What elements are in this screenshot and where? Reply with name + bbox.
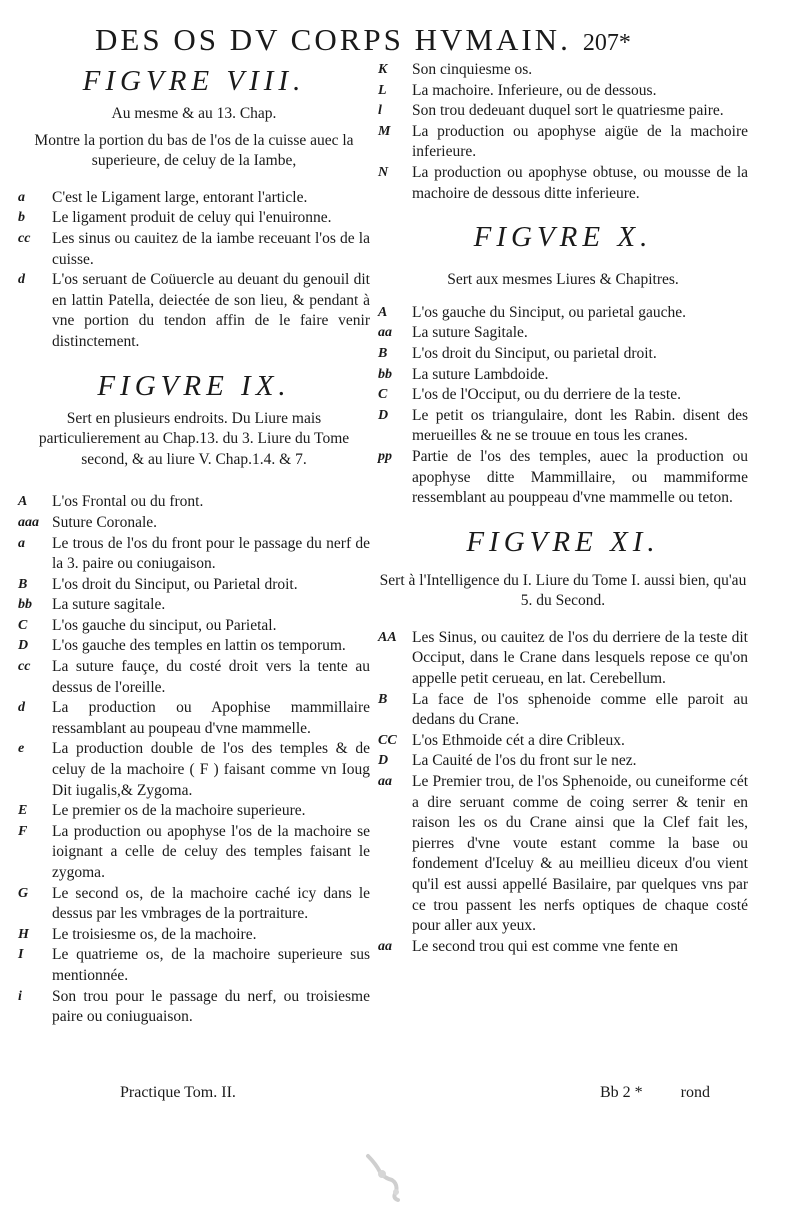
legend-key: e (18, 741, 25, 757)
legend-key: F (18, 823, 28, 839)
legend-entry (18, 208, 370, 229)
legend-entry (378, 772, 748, 937)
legend-text: Son trou pour le passage du nerf, ou troisiesme paire ou coniuguaison. (52, 987, 370, 1026)
footer-volume: Practique Tom. II. (120, 1084, 236, 1101)
legend-text: La suture sagitale. (52, 596, 166, 614)
legend-key: A (18, 494, 28, 510)
legend-text: La production ou Apophise mammillaire ressamblant au poupeau d'vne mammelle. (52, 699, 370, 737)
figure-ix-title: FIGVRE IX. (97, 369, 291, 402)
legend-text: Le premier os de la machoire superieure. (52, 802, 306, 820)
legend-key: G (18, 885, 29, 901)
legend-key: aa (378, 938, 392, 954)
right-column (378, 60, 748, 957)
legend-text: Le trous de l'os du front pour le passage du nerf de la 3. paire ou coniugaison. (52, 534, 370, 573)
legend-key: C (378, 387, 388, 403)
legend-entry (378, 122, 748, 163)
legend-text: Le ligament produit de celuy qui l'enuironne. (52, 209, 332, 227)
legend-key: L (378, 82, 387, 98)
figure-xi-legend (378, 628, 748, 958)
legend-text: La suture Sagitale. (412, 324, 528, 342)
legend-entry (378, 385, 748, 406)
legend-text: La suture fauçe, du costé droit vers la tente au dessus de l'oreille. (52, 658, 370, 696)
legend-text: L'os gauche du sinciput, ou Parietal. (52, 616, 277, 634)
legend-text: L'os seruant de Coüuercle au deuant du genouil dit en lattin Patella, deiectée de son lieu, & pendant à vne portion du tendon affin de le faire venir distinctement. (52, 271, 370, 350)
legend-entry (378, 303, 748, 324)
legend-key: K (378, 62, 388, 77)
legend-key: D (378, 753, 389, 769)
legend-entry (378, 163, 748, 204)
legend-entry (378, 447, 748, 509)
legend-text: L'os droit du Sinciput, ou Parietal droit. (52, 575, 298, 593)
legend-entry (378, 937, 748, 958)
legend-key: b (18, 210, 25, 226)
legend-entry (378, 751, 748, 772)
legend-text: Le troisiesme os, de la machoire. (52, 925, 257, 943)
legend-text: Les Sinus, ou cauitez de l'os du derriere de la teste dit Occiput, dans le Crane dans lesquels repose ce qu'on appelle petit cerueau, en lat. Cerebellum. (412, 628, 748, 688)
legend-entry (18, 616, 370, 637)
legend-text: La production ou apophyse l'os de la machoire se ioignant a celle de celuy des temples faisant le zygoma. (52, 822, 370, 881)
legend-text: L'os de l'Occiput, ou du derriere de la teste. (412, 386, 681, 404)
legend-key: I (18, 947, 24, 963)
legend-key: bb (18, 597, 32, 613)
figure-ix-legend (18, 492, 370, 1027)
legend-entry (378, 731, 748, 752)
page-number: 207* (582, 30, 631, 56)
legend-entry (378, 60, 748, 81)
legend-text: Son cinquiesme os. (412, 61, 533, 78)
legend-key: C (18, 617, 28, 633)
legend-text: La production ou apophyse obtuse, ou mousse de la machoire de dessous ditte inferieure. (412, 163, 748, 202)
legend-key: H (18, 926, 29, 942)
legend-text: La Cauité de l'os du front sur le nez. (412, 752, 637, 770)
legend-entry (378, 365, 748, 386)
figure-viii-note: Montre la portion du bas de l'os de la cuisse auec la superieure, de celuy de la Iambe, (34, 131, 354, 170)
figure-xi-note: Sert à l'Intelligence du I. Liure du Tome I. aussi bien, qu'au 5. du Second. (379, 571, 747, 610)
signature-mark: Bb 2 * (600, 1084, 643, 1101)
legend-text: Le petit os triangulaire, dont les Rabin. disent des merueilles & ne se trouue en tous les cranes. (412, 406, 748, 445)
figure-viii-subtitle: Au mesme & au 13. Chap. (111, 105, 277, 122)
legend-text: L'os Frontal ou du front. (52, 493, 204, 511)
legend-text: Le second os, de la machoire caché icy dans le dessus par les vmbrages de la portraiture. (52, 884, 370, 923)
legend-entry (18, 229, 370, 270)
legend-entry (18, 698, 370, 739)
running-head (95, 22, 745, 58)
legend-key: A (378, 304, 388, 320)
legend-key: CC (378, 732, 397, 748)
legend-key: cc (18, 659, 31, 675)
legend-key: B (18, 576, 28, 592)
legend-text: Le quatrieme os, de la machoire superieure sus mentionnée. (52, 946, 370, 984)
legend-entry (18, 188, 370, 209)
legend-key: cc (18, 230, 31, 246)
legend-text: L'os Ethmoide cét a dire Cribleux. (412, 731, 625, 749)
legend-entry (18, 945, 370, 986)
legend-entry (18, 492, 370, 513)
legend-key: aa (378, 774, 392, 790)
legend-key: pp (378, 448, 392, 464)
legend-entry (18, 657, 370, 698)
legend-entry (18, 801, 370, 822)
figure-viii-title: FIGVRE VIII. (82, 65, 306, 97)
legend-entry (18, 925, 370, 946)
legend-key: bb (378, 366, 392, 382)
figure-x-title: FIGVRE X. (473, 221, 653, 254)
legend-text: La production ou apophyse aigüe de la machoire inferieure. (412, 122, 748, 161)
legend-key: D (18, 638, 29, 654)
legend-entry (378, 101, 748, 122)
legend-key: M (378, 123, 391, 139)
legend-entry (18, 739, 370, 801)
legend-text: La production double de l'os des temples & de celuy de la machoire ( F ) faisant comme vn Ioug Dit iugalis,& Zygoma. (52, 740, 370, 799)
legend-entry (378, 81, 748, 102)
figure-xi-title: FIGVRE XI. (466, 525, 660, 558)
figure-x-note: Sert aux mesmes Liures & Chapitres. (447, 271, 679, 289)
legend-text: Son trou dedeuant duquel sort le quatriesme paire. (412, 102, 724, 120)
figure-ix-legend-continued (378, 60, 748, 204)
legend-text: Les sinus ou cauitez de la iambe receuant l'os de la cuisse. (52, 229, 370, 268)
legend-key: d (18, 272, 25, 288)
legend-entry (18, 822, 370, 884)
legend-key: B (378, 691, 388, 707)
footer-signature-line (600, 1084, 710, 1102)
left-column (18, 60, 370, 1028)
legend-text: L'os gauche du Sinciput, ou parietal gauche. (412, 303, 686, 321)
figure-ix-note: Sert en plusieurs endroits. Du Liure mais particulierement au Chap.13. du 3. Liure du Tome second, & au liure V. Chap.1.4. & 7. (38, 409, 350, 468)
legend-entry (18, 270, 370, 352)
legend-text: La suture Lambdoide. (412, 365, 549, 383)
legend-key: d (18, 700, 25, 716)
legend-text: L'os gauche des temples en lattin os temporum. (52, 637, 346, 655)
figure-x-legend (378, 303, 748, 509)
legend-key: N (378, 164, 389, 180)
ink-stain-decoration (362, 1148, 412, 1203)
legend-key: E (18, 803, 28, 819)
legend-text: Le second trou qui est comme vne fente en (412, 937, 678, 955)
legend-entry (378, 406, 748, 447)
legend-entry (18, 987, 370, 1028)
catchword: rond (680, 1084, 710, 1101)
legend-entry (378, 628, 748, 690)
legend-text: L'os droit du Sinciput, ou parietal droit. (412, 344, 657, 362)
legend-entry (378, 344, 748, 365)
legend-key: AA (378, 629, 397, 645)
legend-text: Le Premier trou, de l'os Sphenoide, ou cuneiforme cét a dire seruant comme de coing serrer & tenir en raison les os du Crane ainsi que la Clef fait les, pierres d'vne voute estant comme la base ou fondement d'Iceluy & au meillieu diceux d'ou vient qu'il est aussi appellé Basilaire, par quelques vns par ce trou passent les nerfs optiques de chaque costé pour aller aux yeux. (412, 773, 748, 935)
legend-entry (18, 534, 370, 575)
legend-key: aaa (18, 514, 39, 530)
legend-entry (378, 690, 748, 731)
running-head-title: DES OS DV CORPS HVMAIN. (95, 22, 571, 57)
legend-text: Partie de l'os des temples, auec la production ou apophyse ditte Mammillaire, ou mammiforme ressemblant au pouppeau d'vne mammelle ou teton. (412, 447, 748, 507)
legend-key: l (378, 103, 382, 119)
legend-key: aa (378, 325, 392, 341)
legend-key: i (18, 988, 22, 1004)
legend-key: D (378, 407, 389, 423)
legend-key: a (18, 189, 25, 205)
legend-entry (18, 595, 370, 616)
legend-entry (378, 323, 748, 344)
legend-key: B (378, 345, 388, 361)
legend-text: C'est le Ligament large, entorant l'article. (52, 188, 308, 206)
legend-text: Suture Coronale. (52, 513, 158, 531)
legend-entry (18, 575, 370, 596)
legend-entry (18, 884, 370, 925)
figure-viii-legend (18, 188, 370, 353)
legend-text: La face de l'os sphenoide comme elle paroit au dedans du Crane. (412, 690, 748, 729)
legend-entry (18, 636, 370, 657)
legend-text: La machoire. Inferieure, ou de dessous. (412, 81, 657, 99)
legend-key: a (18, 535, 25, 551)
legend-entry (18, 513, 370, 534)
